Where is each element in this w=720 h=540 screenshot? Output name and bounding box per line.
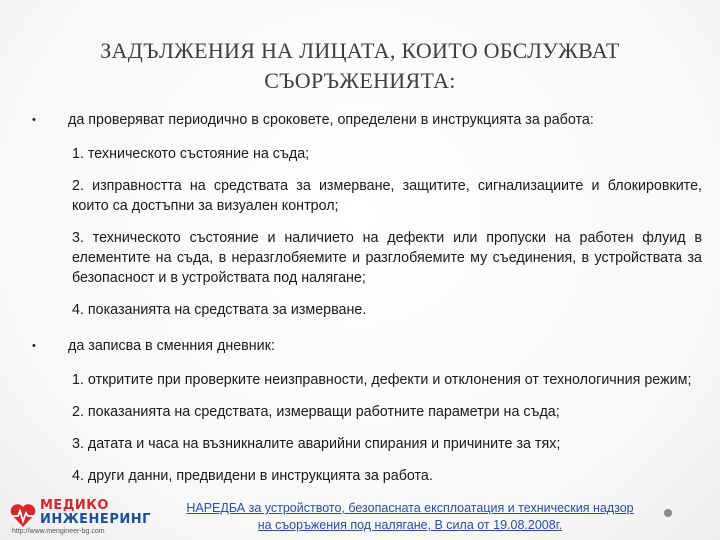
footer-line-1: НАРЕДБА за устройството, безопасната експлоатация и техническия надзор	[186, 501, 634, 515]
list-item: 3. датата и часа на възникналите аварийни спирания и причините за тях;	[72, 436, 561, 452]
list-item: 4. други данни, предвидени в инструкцията за работа.	[72, 468, 433, 484]
logo-line-2: ИНЖЕНЕРИНГ	[40, 512, 151, 527]
logo-line-1: МЕДИКО	[40, 498, 109, 513]
list-item: 2. показанията на средствата, измерващи работните параметри на съда;	[72, 404, 560, 420]
bullet-text: да проверяват периодично в сроковете, определени в инструкцията за работа:	[68, 112, 594, 128]
company-logo	[6, 496, 151, 538]
list-item: 4. показанията на средствата за измерване.	[72, 302, 367, 318]
bullet-icon: •	[32, 114, 36, 126]
footer-line-2: на съоръжения под налягане, В сила от 19.08.2008г.	[257, 518, 563, 532]
bullet-1	[30, 110, 702, 130]
list-item: 2. изправността на средствата за измерване, защитите, сигнализациите и блокировките, които са достъпни за визуален контрол;	[72, 178, 702, 214]
list-item: 3. техническото състояние и наличието на дефекти или пропуски на работен флуид в елементите на съда, в неразглобяемите и разглобяемите му съединения, в устройствата за безопасност и в устройствата под налягане;	[72, 230, 702, 286]
bullet-2	[30, 336, 702, 356]
bullet-icon: •	[32, 340, 36, 352]
decorative-dot	[664, 509, 672, 517]
logo-url: http://www.mengineer-bg.com	[12, 528, 105, 535]
bullet-text: да записва в сменния дневник:	[68, 338, 275, 354]
list-item: 1. откритите при проверките неизправности, дефекти и отклонения от технологичния режим;	[72, 372, 692, 388]
regulation-link[interactable]	[130, 500, 690, 534]
content	[30, 110, 702, 498]
page-title: ЗАДЪЛЖЕНИЯ НА ЛИЦАТА, КОИТО ОБСЛУЖВАТ СЪОРЪЖЕНИЯТА:	[100, 38, 620, 93]
heart-pulse-icon	[8, 500, 38, 530]
list-item: 1. техническото състояние на съда;	[72, 146, 310, 162]
